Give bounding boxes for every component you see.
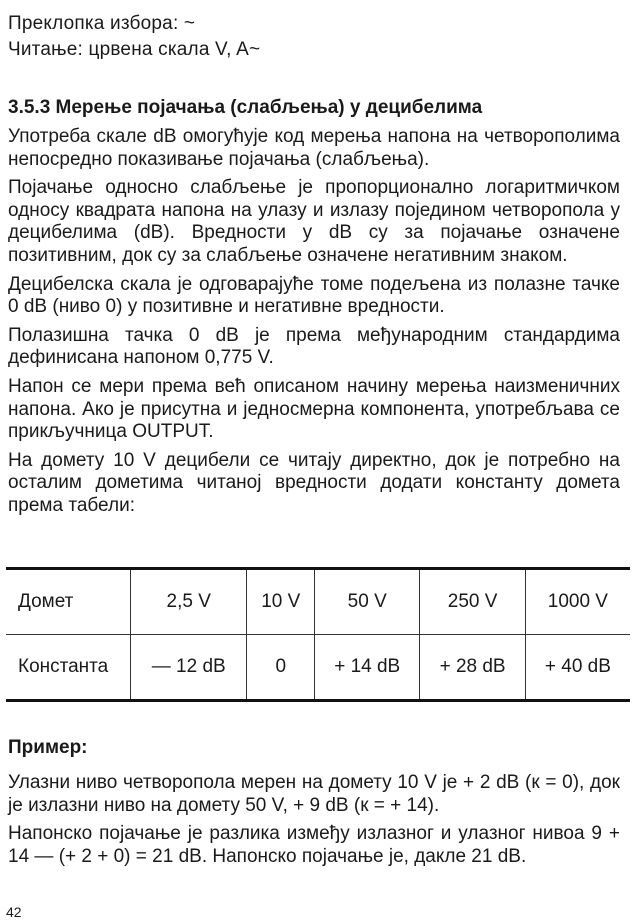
table-cell: + 40 dB	[525, 635, 630, 701]
table-row	[6, 635, 630, 701]
example-section	[8, 736, 620, 874]
range-constants-table	[6, 567, 630, 702]
table-cell: 0	[247, 635, 315, 701]
paragraph-6: На домету 10 V децибели се читају директно, док је потребно на осталим дометима читаној вредности додати константу домета према табели:	[8, 449, 620, 516]
table-cell: + 14 dB	[315, 635, 420, 701]
table-cell: + 28 dB	[420, 635, 525, 701]
example-paragraph-2: Напонско појачање је разлика између излазног и улазног нивоа 9 + 14 — (+ 2 + 0) = 21 dB. Напонско појачање је, дакле 21 dB.	[8, 823, 620, 867]
paragraph-5: Напон се мери према већ описаном начину мерења наизменичних напона. Ако је присутна и једносмерна компонента, употребљава се прикључница OUTPUT.	[8, 375, 620, 443]
paragraph-4: Полазишна тачка 0 dB је према међународним стандардима дефинисана напоном 0,775 V.	[8, 324, 620, 369]
table-cell: 10 V	[247, 569, 315, 635]
example-heading: Пример:	[8, 737, 88, 758]
reading-scale-line: Читање: црвена скала V, A~	[8, 39, 261, 60]
table-cell: 50 V	[315, 569, 420, 635]
paragraph-1: Употреба скале dB омогућује код мерења напона на четворополима непосредно показивање појачања (слабљења).	[8, 126, 620, 170]
table-cell: — 12 dB	[131, 635, 247, 701]
section-heading: 3.5.3 Мерење појачања (слабљења) у децибелима	[8, 97, 483, 118]
table-cell: Константа	[6, 635, 131, 701]
selector-switch-line: Преклопка избора: ~	[8, 13, 196, 34]
table-cell: Домет	[6, 569, 131, 635]
table-row	[6, 569, 630, 635]
paragraph-3: Децибелска скала је одговарајуће томе подељена из полазне тачке 0 dB (ниво 0) у позитивне и негативне вредности.	[8, 273, 620, 318]
table-cell: 2,5 V	[131, 569, 247, 635]
table-cell: 1000 V	[525, 569, 630, 635]
table-cell: 250 V	[420, 569, 525, 635]
example-paragraph-1: Улазни ниво четворопола мерен на домету 10 V je + 2 dB (к = 0), док је излазни ниво на домету 50 V, + 9 dB (к = + 14).	[8, 772, 620, 816]
paragraph-2: Појачање односно слабљење је пропорционално логаритмичком односу квадрата напона на улазу и излазу поједином четворопола у децибелима (dB). Вредности у dB су за појачање означене позитивним, док су за слабљење означене негативним знаком.	[8, 177, 620, 266]
body-text	[8, 126, 620, 524]
page-number: 42	[6, 904, 22, 920]
